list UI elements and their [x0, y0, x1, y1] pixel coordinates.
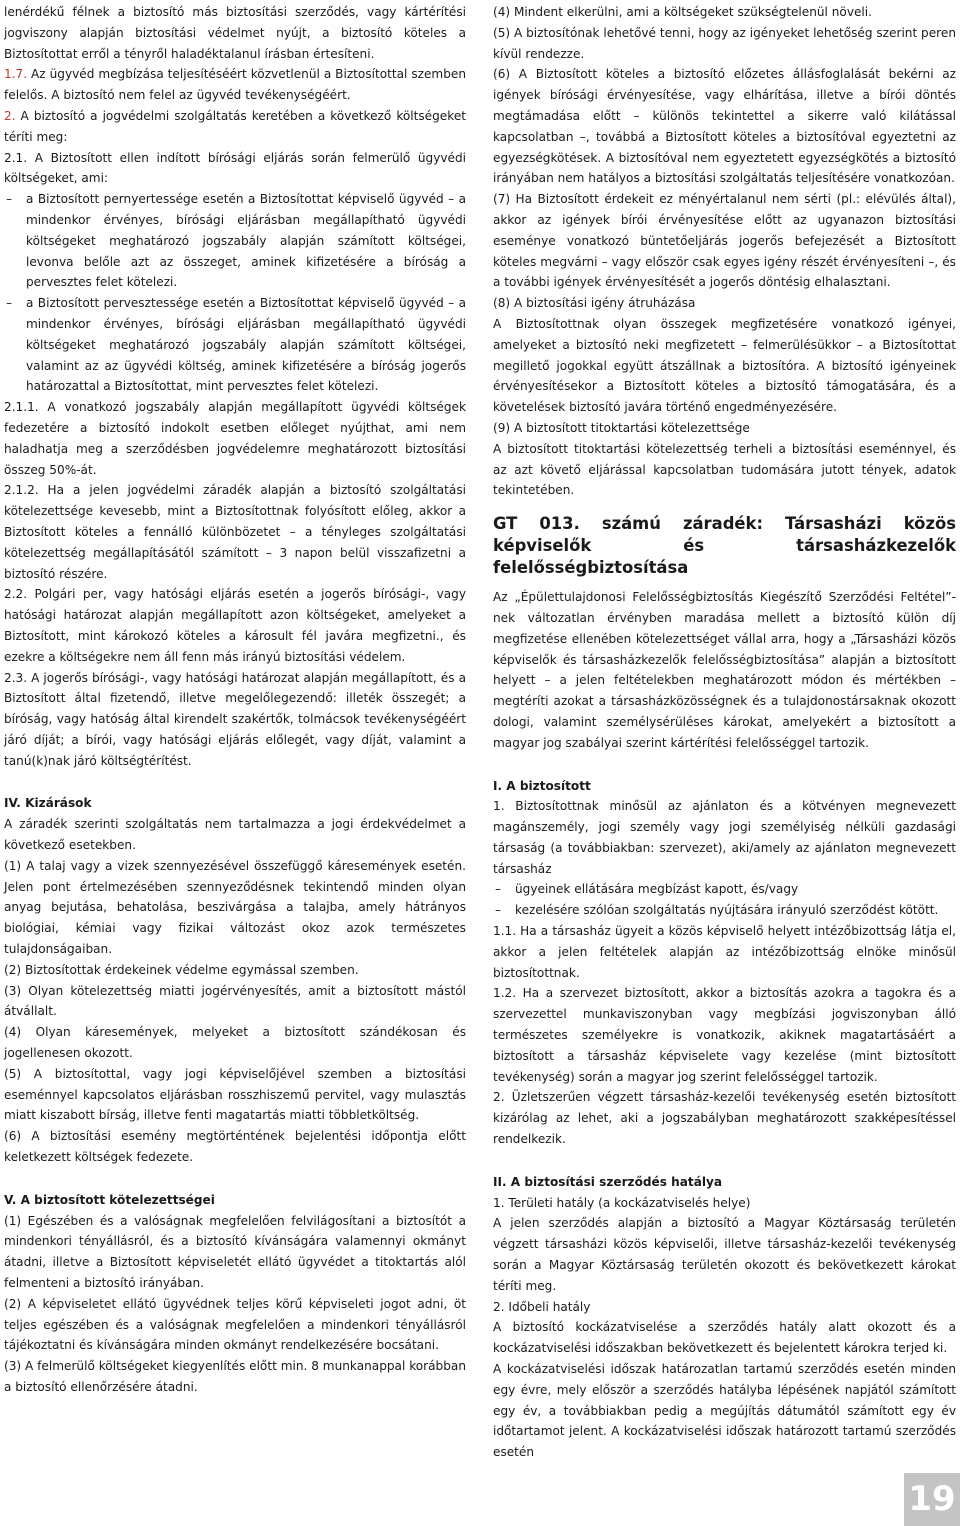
section-heading-iv: IV. Kizárások — [4, 796, 92, 811]
paragraph: A záradék szerinti szolgáltatás nem tartalmazza a jogi érdekvédelmet a következő esetekben. — [4, 817, 466, 853]
paragraph-2: 2. A biztosító a jogvédelmi szolgáltatás keretében a következő költségeket téríti meg: — [4, 108, 466, 144]
list-item: (2) Biztosítottak érdekeinek védelme egymással szemben. — [4, 962, 359, 977]
list-item: (2) A képviseletet ellátó ügyvédnek teljes körű képviseleti jogot adni, öt teljes egészében és a valóságnak megfelelően a mindenkori tényállásról tájékoztatni és kívánságára minden okmányt rendelkezésére bocsátani. — [4, 1296, 466, 1353]
paragraph: 1.1. Ha a társasház ügyeit a közös képviselő helyett intézőbizottság látja el, akkor a jelen feltételek alapján az intézőbizottság elnöke minősül biztosítottnak. — [493, 924, 956, 980]
list-item: (3) Olyan kötelezettség miatti jogérvényesítés, amit a biztosított mástól átvállalt. — [4, 983, 466, 1019]
list-item: – kezelésére szólóan szolgáltatás nyújtására irányuló szerződést kötött. — [493, 900, 956, 921]
paragraph: 1. Biztosítottnak minősül az ajánlaton és a kötvényen megnevezett magánszemély, jogi személy vagy jogi személyiség nélküli gazdasági társaság (a továbbiakban: szervezet), aki/amely az ajánlaton megnevezett társasház — [493, 799, 956, 876]
list-item: (4) Mindent elkerülni, ami a költségeket szükségtelenül növeli. — [493, 5, 872, 19]
list-item: – ügyeinek ellátására megbízást kapott, és/vagy — [493, 879, 956, 900]
clause-title: GT 013. számú záradék: Társasházi közös képviselők és társasházkezelők felelősségbiztosítása — [493, 514, 956, 578]
paragraph: lenérdékű félnek a biztosító más biztosítási szerződés, vagy kártérítési jogviszony alapján biztosítási védelmet nyújt, a biztosító köteles a Biztosítottat erről a tényről haladéktalanul írásban értesíteni. — [4, 5, 466, 61]
paragraph-2-2: 2.2. Polgári per, vagy hatósági eljárás esetén a jogerős bírósági-, vagy hatósági határozat alapján megállapított azon költségeket, amelyeket a Biztosított, mint károkozó köteles a károsult fél javára megfizetni., és ezekre a költségekre nem áll fenn más irányú biztosítási védelem. — [4, 587, 466, 664]
list-item: (3) A felmerülő költségeket kiegyenlítés előtt min. 8 munkanappal korábban a biztosító ellenőrzésére átadni. — [4, 1359, 466, 1394]
paragraph-2-1-1: 2.1.1. A vonatkozó jogszabály alapján megállapított ügyvédi költségek fedezetére a biztosító indokolt esetben előleget nyújthat, ami nem haladhatja meg a szerződésben jogvédelemre meghatározott biztosítási összeg 50%-át. — [4, 400, 466, 477]
section-number: 1.7. — [4, 67, 28, 82]
paragraph-1-7: 1.7. Az ügyvéd megbízása teljesítéséért közvetlenül a Biztosítottal szemben felelős. A biztosító nem felel az ügyvéd tevékenységéért. — [4, 67, 466, 103]
list-item: (5) A biztosítónak lehetővé tenni, hogy az igényeket lehetőség szerint peren kívül rendezze. — [493, 25, 956, 61]
section-number: 2. — [4, 108, 16, 123]
paragraph: A kockázatviselési időszak határozatlan tartamú szerződés esetén minden egy évre, mely először a szerződés hatályba lépésének napjától számított egy év, a továbbiakban pedig a megújítás dátumától számított egy év időtartamot jelent. A kockázatviselési időszak határozott tartamú szerződés esetén — [493, 1362, 956, 1460]
section-heading-v: V. A biztosított kötelezettségei — [4, 1192, 215, 1207]
paragraph-2-1: 2.1. A Biztosított ellen indított bírósági eljárás során felmerülő ügyvédi költségeket, ami: — [4, 150, 466, 186]
subsection-heading: (8) A biztosítási igény átruházása — [493, 296, 696, 311]
section-heading-i: I. A biztosított — [493, 778, 591, 793]
section-number: 2.1.2. — [4, 483, 39, 498]
list-item: (1) Egészében és a valóságnak megfelelően felvilágosítani a biztosítót a mindenkori tényállásról, és a biztosító kívánságára valamennyi okmányt átadni, illetve a Biztosított képviseletét ellátó ügyvédet a titoktartás alól felmenteni a biztosító irányában. — [4, 1213, 466, 1291]
paragraph: A jelen szerződés alapján a biztosító a Magyar Köztársaság területén végzett társasházi közös képviselői, illetve társasház-kezelői tevékenység során a Magyar Köztársaság területén okozott és bekövetkezett károkat téríti meg. — [493, 1216, 956, 1293]
paragraph: Az „Épülettulajdonosi Felelősségbiztosítás Kiegészítő Szerződési Feltétel”-nek változatlan érvényben maradása mellett a biztosító külön díj megfizetése ellenében kötelezettséget vállal arra, hogy a „Társasházi közös képviselők és társasházkezelők felelősségbiztosítása” alapján a biztosított helyett – a jelen feltételekben meghatározott módon és mértékben – megtéríti azokat a társasházközösségnek és a tulajdonostársaknak okozott dologi, valamint személysérüléses károkat, amelyekért a biztosított a magyar jog szabályai szerint kártérítési felelősséggel tartozik. — [493, 590, 956, 750]
page-number: 19 — [904, 1473, 960, 1526]
list-item: – a Biztosított pernyertessége esetén a Biztosítottat képviselő ügyvéd – a mindenkor érvényes, bírósági eljárásban megállapítható ügyvédi költségeket meghatározó jogszabály alapján számított költségei, levonva belőle azt az összeget, aminek kifizetésére a bíróság a pervesztes felet kötelezi. — [4, 189, 466, 293]
subsection-heading: (9) A biztosított titoktartási kötelezettsége — [493, 420, 750, 435]
list-item: (6) A Biztosított köteles a biztosító előzetes állásfoglalását bekérni az igények bírósági érvényesítése, vagy elhárítása, illetve a bírói döntés megtámadása előtt – különös tekintettel a sikerre való kilátással kapcsolatban –, továbbá a Biztosított köteles a biztosítóval egyeztetni az egyezségkötések. A biztosítóval nem egyeztetett egyezségkötés a biztosító irányában nem hatályos a biztosítási szolgáltatás teljesítésére vonatkozóan. — [493, 67, 956, 186]
paragraph: A biztosított titoktartási kötelezettség terheli a biztosítási eseménnyel, és az azt követő eljárással kapcsolatban tudomására jutott tények, adatok tekintetében. — [493, 441, 956, 498]
section-number: 2.1.1. — [4, 400, 39, 415]
paragraph: A Biztosítottnak olyan összegek megfizetésére vonatkozó igényei, amelyeket a biztosító neki megfizetett – felmerülésükkor – a Biztosítottat megillető jogokkal együtt átszállnak a biztosítóra. A biztosító igényeinek érvényesítésekor a Biztosított köteles a biztosító támogatására, és a követelések biztosító javára történő engedményezésére. — [493, 316, 956, 415]
section-number: 2.1. — [4, 150, 28, 165]
list-item: (6) A biztosítási esemény megtörténtének bejelentési időpontja előtt keletkezett költségek fedezete. — [4, 1129, 466, 1165]
section-number: 2.2. — [4, 587, 28, 602]
paragraph: 2. Üzletszerűen végzett társasház-kezelői tevékenység esetén biztosított kizárólag az lehet, aki a jogszabályban meghatározott szakképesítéssel rendelkezik. — [493, 1090, 956, 1147]
subsection-heading: 2. Időbeli hatály — [493, 1299, 591, 1314]
list-item: (1) A talaj vagy a vizek szennyezésével összefüggő káresemények esetén. Jelen pont értelmezésében szennyeződésnek tekintendő minden olyan anyag bejutása, behatolása, beszivárgása a talajba, amely hátrányos biológiai, kémiai vagy fizikai változást okoz azok természetes tulajdonságaiban. — [4, 858, 466, 957]
list-item: (7) Ha Biztosított érdekeit ez ményértalanul nem sérti (pl.: elévülés által), akkor az igények bírói érvényesítése előtt az ugyanazon biztosítási eseménye vonatkozó büntetőeljárás jogerős befejezését a Biztosított köteles megvárni – vagy először csak egyes igény részét érvényesíteni –, és a további igények érvényesítését a jogerős döntésig elhalasztani. — [493, 192, 956, 290]
paragraph: 1.2. Ha a szervezet biztosított, akkor a biztosítás azokra a tagokra és a szervezettel munkaviszonyban vagy megbízási jogviszonyban álló természetes személyekre is vonatkozik, akiknek magatartásáért a biztosított a társasház képviselete vagy kezelése (mint biztosított tevékenység) során a magyar jog szerint felelősséggel tartozik. — [493, 986, 956, 1084]
paragraph-2-3: 2.3. A jogerős bírósági-, vagy hatósági határozat alapján megállapított, és a Biztosított által fizetendő, illetve megelőlegezendő: illeték összegét; a bíróság, vagy hatóság által kirendelt szakértők, tolmácsok tevékenységéért járó díját; a bírói, vagy hatósági eljárás előlegét, vagy díját, valamint a tanú(k)nak járó költségtérítést. — [4, 670, 466, 768]
subsection-heading: 1. Területi hatály (a kockázatviselés helye) — [493, 1195, 751, 1210]
paragraph-2-1-2: 2.1.2. Ha a jelen jogvédelmi záradék alapján a biztosító szolgáltatási kötelezettsége kevesebb, mint a Biztosítottnak folyósított előleg, akkor a Biztosított köteles a fennálló különbözetet – a tényleges szolgáltatási kötelezettség megállapításától számított – 3 napon belül visszafizetni a biztosító részére. — [4, 483, 466, 581]
section-number: 2.3. — [4, 670, 28, 685]
list-item: (4) Olyan káresemények, melyeket a biztosított szándékosan és jogellenesen okozott. — [4, 1025, 466, 1061]
section-heading-ii: II. A biztosítási szerződés hatálya — [493, 1174, 723, 1189]
list-item: – a Biztosított pervesztessége esetén a Biztosítottat képviselő ügyvéd – a mindenkor érvényes, bírósági eljárásban megállapítható ügyvédi költségeket meghatározó jogszabály alapján számított költségei, valamint az az ügyvédi költség, aminek kifizetésére a bíróság jogerős határozattal a Biztosítottat, mint pervesztes felet kötelezi. — [4, 293, 466, 397]
left-column — [4, 2, 466, 1398]
paragraph: A biztosító kockázatviselése a szerződés hatály alatt okozott és a kockázatviselési időszakban bekövetkezett és bejelentett károkra terjed ki. — [493, 1320, 956, 1356]
right-column — [493, 2, 956, 1463]
list-item: (5) A biztosítottal, vagy jogi képviselőjével szemben a biztosítási eseménnyel kapcsolatos eljárásban rosszhiszemű pervitel, vagy mulasztás miatt kiszabott bírság, illetve fenti magatartás miatti többletköltség. — [4, 1066, 466, 1123]
